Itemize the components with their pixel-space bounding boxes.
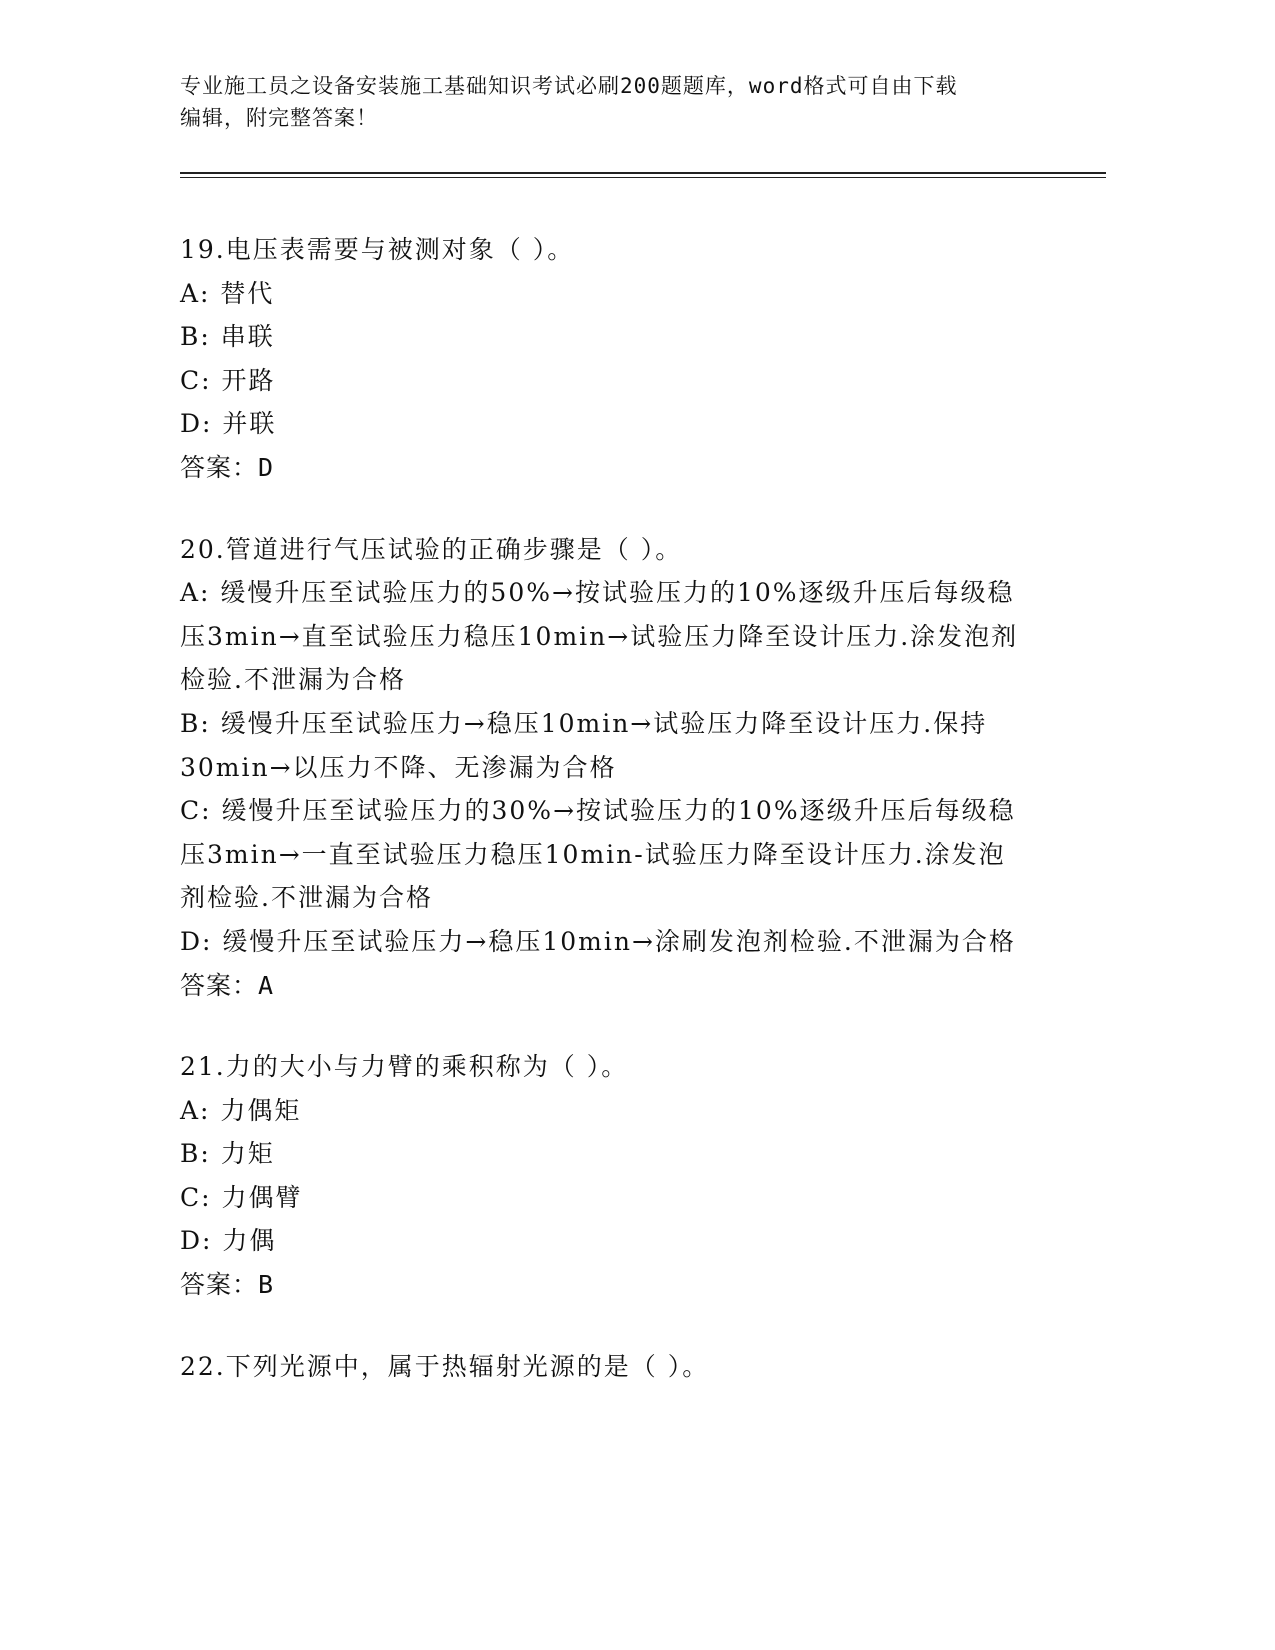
option-text: B: 缓慢升压至试验压力→稳压10min→试验压力降至设计压力.保持 (180, 708, 988, 738)
option-a (180, 571, 1060, 702)
answer-label: 答案：B (180, 1270, 275, 1300)
option-text: A: 力偶矩 (180, 1095, 302, 1125)
option-b (180, 315, 1060, 359)
option-text: A: 缓慢升压至试验压力的50%→按试验压力的10%逐级升压后每级稳 (180, 578, 1015, 608)
option-a (180, 272, 1060, 316)
option-text-continued: 检验.不泄漏为合格 (180, 665, 406, 695)
option-c (180, 359, 1060, 403)
question-stem: 20.管道进行气压试验的正确步骤是（ ）。 (180, 534, 683, 564)
option-c (180, 789, 1060, 920)
option-text-continued: 30min→以压力不降、无渗漏为合格 (180, 752, 617, 782)
option-b (180, 1132, 1060, 1176)
option-text: D: 力偶 (180, 1226, 277, 1256)
header-divider-thin (180, 177, 1106, 178)
option-text-continued: 压3min→一直至试验压力稳压10min-试验压力降至设计压力.涂发泡 (180, 839, 1006, 869)
question-20 (180, 528, 1060, 1008)
document-header (180, 70, 1060, 134)
option-text-continued: 剂检验.不泄漏为合格 (180, 883, 433, 913)
option-text: B: 串联 (180, 322, 275, 352)
option-text-continued: 压3min→直至试验压力稳压10min→试验压力降至设计压力.涂发泡剂 (180, 621, 1019, 651)
option-a (180, 1089, 1060, 1133)
option-text: A: 替代 (180, 278, 275, 308)
option-text: B: 力矩 (180, 1139, 275, 1169)
option-b (180, 702, 1060, 789)
question-22 (180, 1345, 1060, 1389)
option-text: D: 缓慢升压至试验压力→稳压10min→涂刷发泡剂检验.不泄漏为合格 (180, 926, 1016, 956)
header-title-line-2: 编辑，附完整答案！ (180, 106, 378, 130)
option-c (180, 1176, 1060, 1220)
option-text: C: 力偶臂 (180, 1182, 303, 1212)
option-d (180, 402, 1060, 446)
answer-label: 答案：A (180, 970, 275, 1000)
option-text: C: 缓慢升压至试验压力的30%→按试验压力的10%逐级升压后每级稳 (180, 796, 1016, 826)
question-stem: 19.电压表需要与被测对象（ ）。 (180, 235, 575, 264)
question-19 (180, 228, 1060, 490)
question-stem: 22.下列光源中，属于热辐射光源的是（ ）。 (180, 1351, 710, 1381)
option-d (180, 920, 1060, 964)
header-title-line-1: 专业施工员之设备安装施工基础知识考试必刷200题题库，word格式可自由下载 (180, 74, 958, 98)
question-21 (180, 1045, 1060, 1307)
answer-label: 答案：D (180, 452, 275, 482)
question-list (180, 228, 1060, 1426)
header-divider-thick (180, 172, 1106, 174)
option-d (180, 1219, 1060, 1263)
option-text: D: 并联 (180, 409, 277, 439)
option-text: C: 开路 (180, 365, 276, 395)
question-stem: 21.力的大小与力臂的乘积称为（ ）。 (180, 1052, 629, 1082)
